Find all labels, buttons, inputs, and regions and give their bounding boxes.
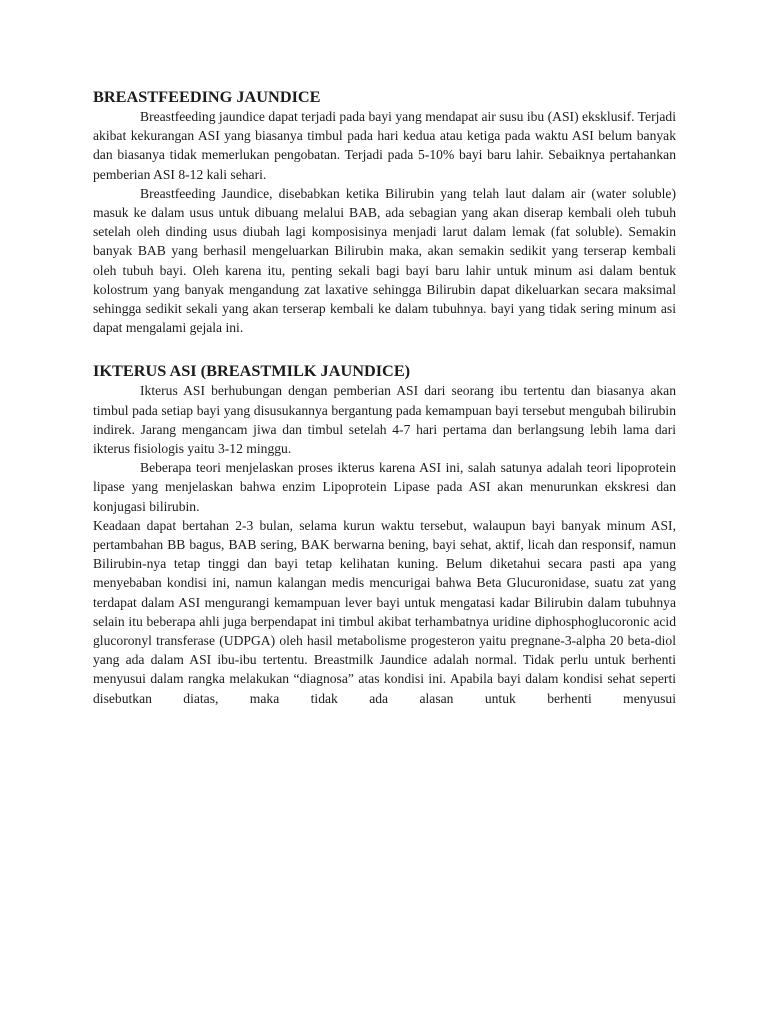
paragraph-breastfeeding-jaundice-mechanism: Breastfeeding Jaundice, disebabkan ketika Bilirubin yang telah laut dalam air (water soluble) masuk ke dalam usus untuk dibuang melalui BAB, ada sebagian yang akan diserap kembali oleh tubuh setelah oleh dinding usus diubah lagi komposisinya menjadi larut dalam lemak (fat soluble). Semakin banyak BAB yang berhasil mengeluarkan Bilirubin maka, akan semakin sedikit yang terserap kembali oleh tubuh bayi. Oleh karena itu, penting sekali bagi bayi baru lahir untuk minum asi dalam bentuk kolostrum yang banyak mengandung zat laxative sehingga Bilirubin dapat dikeluarkan secara maksimal sehingga sedikit sekali yang akan terserap kembali ke dalam tubuhnya. bayi yang tidak sering minum asi dapat mengalami gejala ini.	[93, 185, 676, 336]
paragraph-ikterus-asi-definition: Ikterus ASI berhubungan dengan pemberian ASI dari seorang ibu tertentu dan biasanya akan timbul pada setiap bayi yang disusukannya bergantung pada kemampuan bayi tersebut mengubah bilirubin indirek. Jarang mengancam jiwa dan timbul setelah 4-7 hari pertama dan berlangsung lebih lama dari ikterus fisiologis yaitu 3-12 minggu.	[93, 383, 676, 457]
paragraph-ikterus-asi-theory: Beberapa teori menjelaskan proses ikterus karena ASI ini, salah satunya adalah teori lipoprotein lipase yang menjelaskan bahwa enzim Lipoprotein Lipase pada ASI akan menurunkan ekskresi dan konjugasi bilirubin.	[93, 460, 676, 514]
section-title-breastfeeding-jaundice: BREASTFEEDING JAUNDICE	[93, 87, 321, 106]
document-page	[93, 86, 676, 708]
section-title-ikterus-asi: IKTERUS ASI (BREASTMILK JAUNDICE)	[93, 361, 411, 381]
paragraph-breastfeeding-jaundice-definition: Breastfeeding jaundice dapat terjadi pada bayi yang mendapat air susu ibu (ASI) eksklusif. Terjadi akibat kekurangan ASI yang biasanya timbul pada hari kedua atau ketiga pada waktu ASI belum banyak dan biasanya tidak memerlukan pengobatan. Terjadi pada 5-10% bayi baru lahir. Sebaiknya pertahankan pemberian ASI 8-12 kali sehari.	[93, 109, 676, 182]
paragraph-ikterus-asi-duration: Keadaan dapat bertahan 2-3 bulan, selama kurun waktu tersebut, walaupun bayi banyak minum ASI, pertambahan BB bagus, BAB sering, BAK berwarna bening, bayi sehat, aktif, licah dan responsif, namun Bilirubin-nya tetap tinggi dan bayi tetap kelihatan kuning. Belum diketahui secara pasti apa yang menyebaban kondisi ini, namun kalangan medis mencurigai bahwa Beta Glucuronidase, suatu zat yang terdapat dalam ASI mengurangi kemampuan lever bayi untuk mengatasi kadar Bilirubin dalam tubuhnya selain itu beberapa ahli juga berpendapat ini timbul akibat terhambatnya uridine diphosphoglucoronic acid glucoronyl transferase (UDPGA) oleh hasil metabolisme progesteron yaitu pregnane-3-alpha 20 beta-diol yang ada dalam ASI ibu-ibu tertentu. Breastmilk Jaundice adalah normal. Tidak perlu untuk berhenti menyusui dalam rangka melakukan “diagnosa” atas kondisi ini. Apabila bayi dalam kondisi sehat seperti disebutkan diatas, maka tidak ada alasan untuk berhenti menyusui	[93, 517, 676, 706]
